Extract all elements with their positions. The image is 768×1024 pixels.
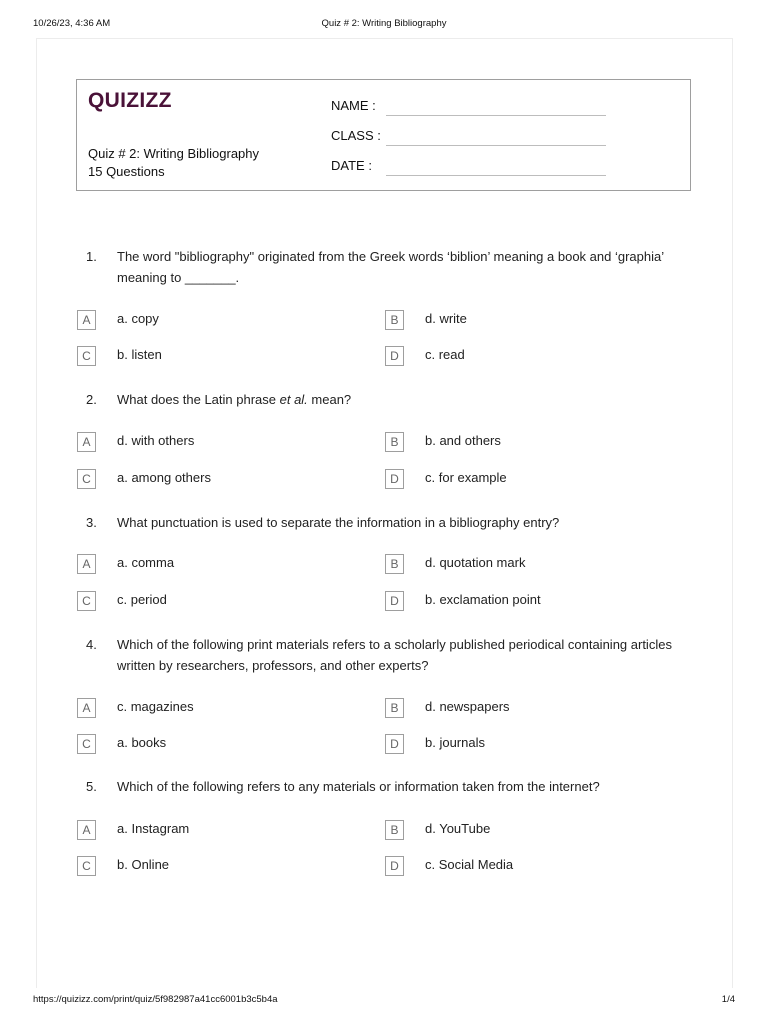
option-letter-box: C: [77, 856, 96, 876]
option-letter-box: B: [385, 820, 404, 840]
print-header: [33, 18, 735, 32]
option-letter-box: D: [385, 346, 404, 366]
option-letter-box: D: [385, 469, 404, 489]
option-c[interactable]: [77, 591, 327, 611]
option-text: a. Instagram: [117, 821, 190, 836]
option-c[interactable]: [77, 856, 327, 876]
option-a[interactable]: [77, 698, 327, 718]
option-letter-box: A: [77, 310, 96, 330]
option-text: a. comma: [117, 555, 175, 570]
option-letter-box: B: [385, 310, 404, 330]
option-letter-box: C: [77, 469, 96, 489]
option-text: b. Online: [117, 857, 170, 872]
quiz-title: Quiz # 2: Writing Bibliography: [88, 146, 260, 161]
option-d[interactable]: [385, 346, 635, 366]
option-letter-box: A: [77, 698, 96, 718]
date-line: [386, 175, 606, 176]
option-b[interactable]: [385, 698, 635, 718]
option-c[interactable]: [77, 734, 327, 754]
option-text: b. and others: [425, 433, 501, 448]
option-letter-box: B: [385, 432, 404, 452]
option-d[interactable]: [385, 856, 635, 876]
option-text: c. read: [425, 347, 465, 362]
date-field[interactable]: [331, 154, 606, 176]
option-text: d. newspapers: [425, 699, 510, 714]
option-b[interactable]: [385, 432, 635, 452]
question-text: The word "bibliography" originated from the Greek words ‘biblion’ meaning a book and ‘graphia’ meaning to _______.: [117, 249, 665, 285]
question-count: 15 Questions: [88, 164, 165, 179]
option-c[interactable]: [77, 469, 327, 489]
option-text: a. copy: [117, 311, 159, 326]
option-c[interactable]: [77, 346, 327, 366]
option-text: c. magazines: [117, 699, 194, 714]
print-footer: [33, 994, 735, 1008]
question-number: 3.: [86, 515, 97, 530]
option-letter-box: D: [385, 856, 404, 876]
option-b[interactable]: [385, 554, 635, 574]
print-title: Quiz # 2: Writing Bibliography: [321, 18, 447, 29]
class-line: [386, 145, 606, 146]
option-text: b. listen: [117, 347, 162, 362]
print-date: 10/26/23, 4:36 AM: [33, 18, 111, 29]
option-letter-box: A: [77, 432, 96, 452]
option-text: d. write: [425, 311, 467, 326]
question-text: Which of the following refers to any materials or information taken from the internet?: [117, 779, 600, 794]
option-text: d. quotation mark: [425, 555, 526, 570]
option-b[interactable]: [385, 820, 635, 840]
name-label: NAME :: [331, 98, 376, 113]
option-a[interactable]: [77, 820, 327, 840]
class-field[interactable]: [331, 124, 606, 146]
option-letter-box: A: [77, 554, 96, 574]
question-number: 1.: [86, 249, 97, 264]
question-text: What does the Latin phrase et al. mean?: [117, 392, 352, 407]
option-d[interactable]: [385, 591, 635, 611]
question-number: 5.: [86, 779, 97, 794]
question-number: 4.: [86, 637, 97, 652]
question-number: 2.: [86, 392, 97, 407]
option-text: c. for example: [425, 470, 507, 485]
option-text: c. Social Media: [425, 857, 514, 872]
option-b[interactable]: [385, 310, 635, 330]
option-letter-box: B: [385, 698, 404, 718]
option-d[interactable]: [385, 469, 635, 489]
option-a[interactable]: [77, 432, 327, 452]
option-text: d. with others: [117, 433, 195, 448]
option-a[interactable]: [77, 310, 327, 330]
option-letter-box: C: [77, 346, 96, 366]
name-line: [386, 115, 606, 116]
quizizz-logo: QUIZIZZ: [88, 89, 172, 112]
option-text: a. among others: [117, 470, 211, 485]
page-number: 1/4: [721, 994, 735, 1005]
option-letter-box: C: [77, 734, 96, 754]
question-text: What punctuation is used to separate the information in a bibliography entry?: [117, 515, 560, 530]
question-text: Which of the following print materials refers to a scholarly published periodical containing articles written by researchers, professors, and other experts?: [117, 637, 672, 673]
option-text: b. exclamation point: [425, 592, 541, 607]
option-text: c. period: [117, 592, 167, 607]
class-label: CLASS :: [331, 128, 381, 143]
option-text: a. books: [117, 735, 167, 750]
option-letter-box: D: [385, 591, 404, 611]
option-letter-box: D: [385, 734, 404, 754]
option-letter-box: B: [385, 554, 404, 574]
option-text: b. journals: [425, 735, 485, 750]
option-a[interactable]: [77, 554, 327, 574]
print-url: https://quizizz.com/print/quiz/5f982987a41cc6001b3c5b4a: [33, 994, 278, 1005]
option-letter-box: A: [77, 820, 96, 840]
option-text: d. YouTube: [425, 821, 491, 836]
name-field[interactable]: [331, 94, 606, 116]
option-d[interactable]: [385, 734, 635, 754]
date-label: DATE :: [331, 158, 372, 173]
option-letter-box: C: [77, 591, 96, 611]
